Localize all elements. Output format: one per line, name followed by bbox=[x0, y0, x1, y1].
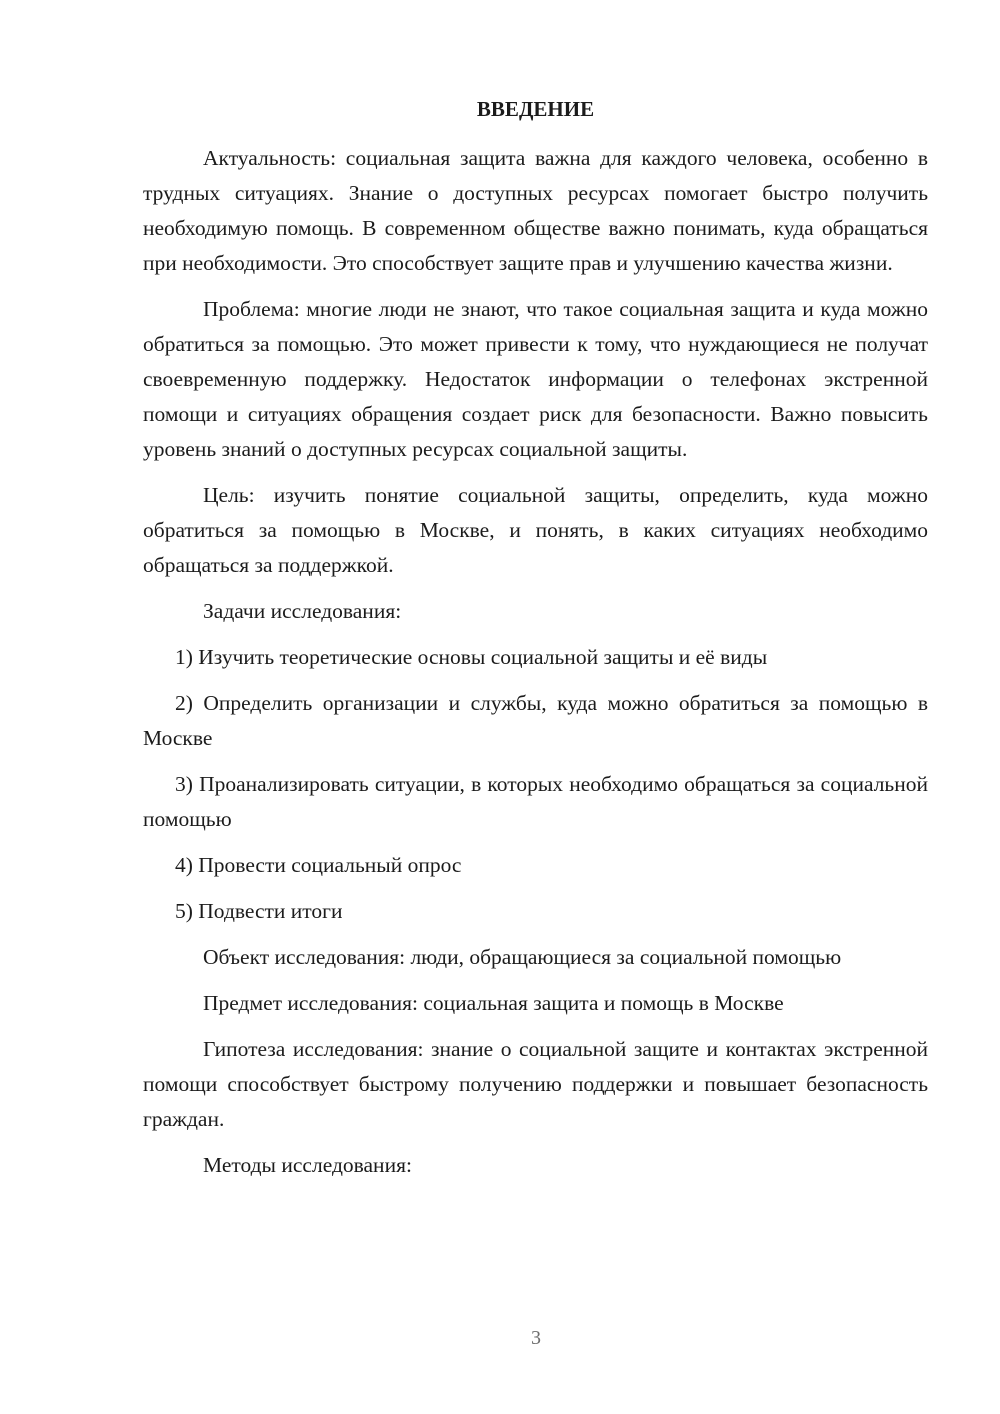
task-item-4: 4) Провести социальный опрос bbox=[175, 853, 462, 877]
paragraph-goal: Цель: изучить понятие социальной защиты, определить, куда можно обратиться за помощью в Москве, и понять, в каких ситуациях необходимо обращаться за поддержкой. bbox=[143, 483, 928, 577]
paragraph-problem: Проблема: многие люди не знают, что такое социальная защита и куда можно обратиться за помощью. Это может привести к тому, что нуждающиеся не получат своевременную поддержку. Недостаток информации о телефонах экстренной помощи и ситуациях обращения создает риск для безопасности. Важно повысить уровень знаний о доступных ресурсах социальной защиты. bbox=[143, 297, 928, 461]
paragraph-subject: Предмет исследования: социальная защита и помощь в Москве bbox=[203, 991, 784, 1015]
paragraph-relevance: Актуальность: социальная защита важна для каждого человека, особенно в трудных ситуациях. Знание о доступных ресурсах помогает быстро получить необходимую помощь. В современном обществе важно понимать, куда обращаться при необходимости. Это способствует защите прав и улучшению качества жизни. bbox=[143, 146, 928, 275]
paragraph-hypothesis: Гипотеза исследования: знание о социальной защите и контактах экстренной помощи способствует быстрому получению поддержки и повышает безопасность граждан. bbox=[143, 1037, 928, 1131]
task-item-1: 1) Изучить теоретические основы социальной защиты и её виды bbox=[175, 645, 768, 669]
paragraph-object: Объект исследования: люди, обращающиеся за социальной помощью bbox=[203, 945, 842, 969]
paragraph-methods: Методы исследования: bbox=[203, 1153, 412, 1177]
task-item-2: 2) Определить организации и службы, куда можно обратиться за помощью в Москве bbox=[143, 691, 928, 750]
tasks-heading: Задачи исследования: bbox=[203, 599, 402, 623]
task-item-5: 5) Подвести итоги bbox=[175, 899, 343, 923]
page-content bbox=[143, 94, 928, 1194]
task-item-3: 3) Проанализировать ситуации, в которых необходимо обращаться за социальной помощью bbox=[143, 772, 928, 831]
page-title: ВВЕДЕНИЕ bbox=[476, 97, 595, 121]
page-number: 3 bbox=[531, 1327, 541, 1349]
